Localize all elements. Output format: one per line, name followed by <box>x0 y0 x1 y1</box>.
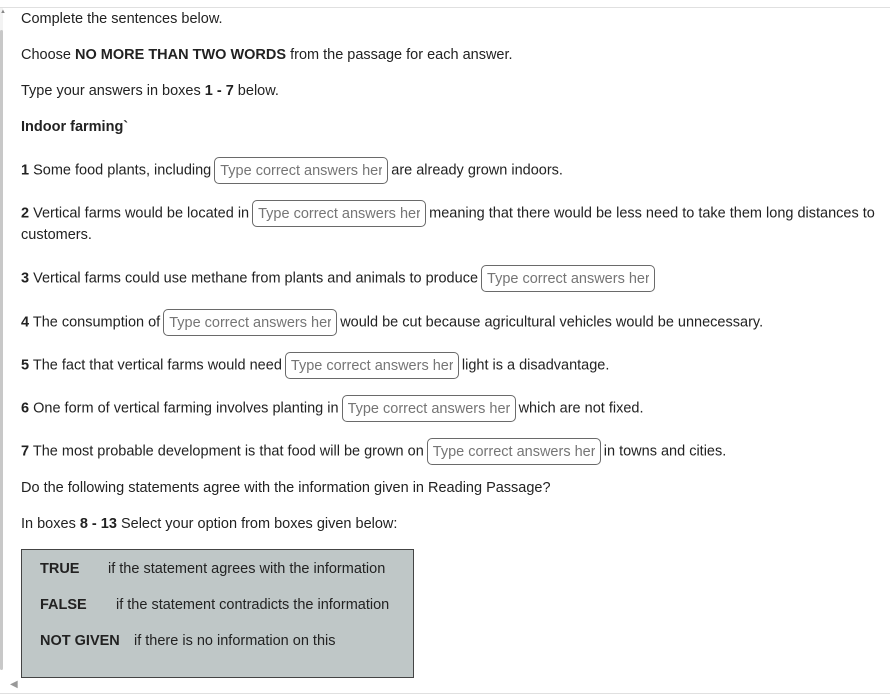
answer-input-2[interactable] <box>252 200 426 227</box>
answer-input-4[interactable] <box>163 309 337 336</box>
legend-row-not-given: NOT GIVEN if there is no information on this <box>40 633 336 649</box>
section-heading: Indoor farming` <box>21 119 129 135</box>
answer-input-5[interactable] <box>285 352 459 379</box>
question-2-continuation: customers. <box>21 227 92 243</box>
horizontal-scrollbar-track[interactable] <box>0 693 890 694</box>
scroll-left-icon[interactable]: ◀ <box>10 679 18 690</box>
answer-input-1[interactable] <box>214 157 388 184</box>
legend-row-true: TRUE if the statement agrees with the information <box>40 561 386 577</box>
answer-options-legend <box>21 549 414 678</box>
question-1: 1 Some food plants, includingType correct answers here are already grown indoors. <box>21 157 563 184</box>
top-divider <box>0 7 890 8</box>
answer-input-3[interactable] <box>481 265 655 292</box>
scroll-up-icon[interactable]: ▲ <box>0 9 6 15</box>
part2-boxes-instruction: In boxes 8 - 13 Select your option from boxes given below: <box>21 516 398 532</box>
question-7: 7 The most probable development is that food will be grown onType correct answers here in towns and cities. <box>21 438 726 465</box>
answer-input-6[interactable] <box>342 395 516 422</box>
question-6: 6 One form of vertical farming involves planting inType correct answers here which are not fixed. <box>21 395 644 422</box>
answer-input-7[interactable] <box>427 438 601 465</box>
vertical-scrollbar-thumb[interactable] <box>0 30 3 670</box>
question-5: 5 The fact that vertical farms would needType correct answers here light is a disadvantage. <box>21 352 609 379</box>
question-2: 2 Vertical farms would be located inType correct answers here meaning that there would be less need to take them long distances to <box>21 200 875 227</box>
question-3: 3 Vertical farms could use methane from plants and animals to produceType correct answers here <box>21 265 658 292</box>
instruction-complete: Complete the sentences below. <box>21 11 223 27</box>
instruction-word-limit: Choose NO MORE THAN TWO WORDS from the passage for each answer. <box>21 47 513 63</box>
question-4: 4 The consumption ofType correct answers here would be cut because agricultural vehicles would be unnecessary. <box>21 309 763 336</box>
part2-statement: Do the following statements agree with the information given in Reading Passage? <box>21 480 551 496</box>
instruction-boxes: Type your answers in boxes 1 - 7 below. <box>21 83 279 99</box>
legend-row-false: FALSE if the statement contradicts the information <box>40 597 390 613</box>
